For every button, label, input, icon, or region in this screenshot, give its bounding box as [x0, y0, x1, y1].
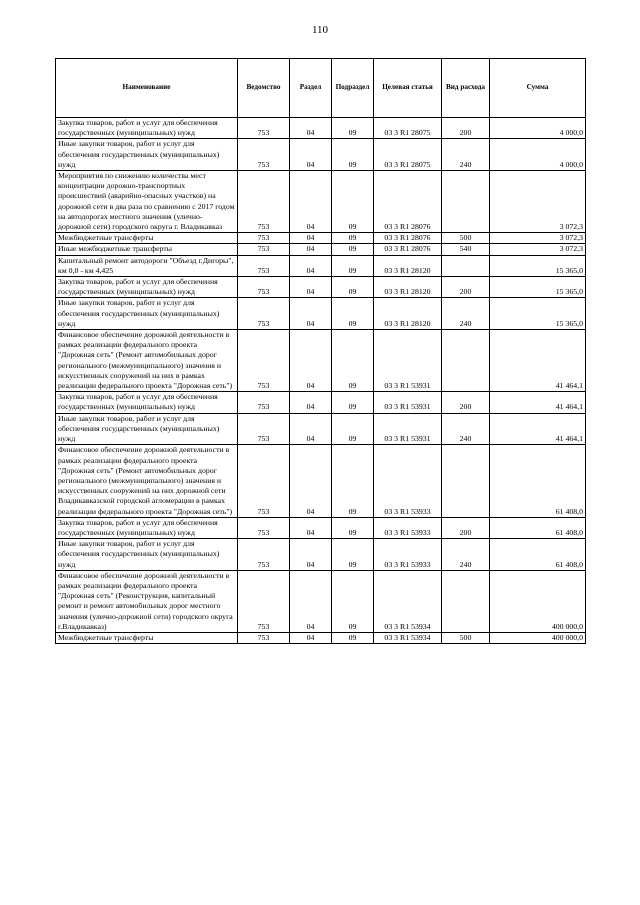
row-name: Закупка товаров, работ и услуг для обеспечения государственных (муниципальных) нужд — [56, 277, 238, 298]
header-section: Раздел — [290, 59, 332, 118]
row-department: 753 — [238, 233, 290, 244]
row-expense-type: 500 — [442, 632, 490, 643]
row-expense-type: 200 — [442, 392, 490, 413]
row-target: 03 3 R1 53934 — [374, 632, 442, 643]
row-target: 03 3 R1 28076 — [374, 171, 442, 233]
row-expense-type: 240 — [442, 139, 490, 171]
row-name: Закупка товаров, работ и услуг для обеспечения государственных (муниципальных) нужд — [56, 392, 238, 413]
row-department: 753 — [238, 118, 290, 139]
row-name: Закупка товаров, работ и услуг для обеспечения государственных (муниципальных) нужд — [56, 517, 238, 538]
row-subsection: 09 — [332, 255, 374, 276]
row-expense-type — [442, 445, 490, 517]
row-department: 753 — [238, 392, 290, 413]
row-department: 753 — [238, 244, 290, 255]
row-sum: 4 000,0 — [490, 139, 586, 171]
row-department: 753 — [238, 298, 290, 330]
row-sum: 400 000,0 — [490, 632, 586, 643]
row-name: Мероприятия по снижению количества мест концентрации дорожно-транспортных происшествий (аварийно-опасных участков) на дорожной сети в два раза по сравнению с 2017 годом на автодорогах местного значения (улично-дорожной сети) городского округа г. Владикавказ — [56, 171, 238, 233]
row-target: 03 3 R1 28076 — [374, 233, 442, 244]
row-target: 03 3 R1 28120 — [374, 298, 442, 330]
row-subsection: 09 — [332, 632, 374, 643]
row-department: 753 — [238, 139, 290, 171]
row-target: 03 3 R1 28075 — [374, 139, 442, 171]
row-target: 03 3 R1 53931 — [374, 330, 442, 392]
row-target: 03 3 R1 53933 — [374, 445, 442, 517]
row-sum: 15 365,0 — [490, 277, 586, 298]
row-name: Иные закупки товаров, работ и услуг для обеспечения государственных (муниципальных) нужд — [56, 139, 238, 171]
table-row — [56, 570, 586, 632]
row-target: 03 3 R1 53931 — [374, 392, 442, 413]
row-department: 753 — [238, 570, 290, 632]
table-row — [56, 632, 586, 643]
row-department: 753 — [238, 330, 290, 392]
row-name: Иные межбюджетные трансферты — [56, 244, 238, 255]
table-row — [56, 298, 586, 330]
row-name: Финансовое обеспечение дорожной деятельности в рамках реализации федерального проекта "Дорожная сеть" (Ремонт автомобильных дорог регионального (межмуниципального) значения и искусственных сооружений на них дорожной сети Владикавказской городской агломерации в рамках реализации федерального проекта "Дорожная сеть") — [56, 445, 238, 517]
row-section: 04 — [290, 330, 332, 392]
table-row — [56, 255, 586, 276]
row-section: 04 — [290, 413, 332, 445]
row-target: 03 3 R1 53934 — [374, 570, 442, 632]
row-department: 753 — [238, 171, 290, 233]
table-header-row — [56, 59, 586, 118]
row-section: 04 — [290, 392, 332, 413]
table-row — [56, 330, 586, 392]
row-name: Межбюджетные трансферты — [56, 632, 238, 643]
row-section: 04 — [290, 570, 332, 632]
row-subsection: 09 — [332, 233, 374, 244]
row-sum: 41 464,1 — [490, 392, 586, 413]
row-expense-type: 200 — [442, 517, 490, 538]
row-subsection: 09 — [332, 570, 374, 632]
row-section: 04 — [290, 244, 332, 255]
row-section: 04 — [290, 298, 332, 330]
row-section: 04 — [290, 632, 332, 643]
row-expense-type: 200 — [442, 118, 490, 139]
row-name: Межбюджетные трансферты — [56, 233, 238, 244]
table-row — [56, 445, 586, 517]
row-subsection: 09 — [332, 539, 374, 571]
row-subsection: 09 — [332, 139, 374, 171]
header-department: Ведомство — [238, 59, 290, 118]
table-row — [56, 539, 586, 571]
row-section: 04 — [290, 539, 332, 571]
row-department: 753 — [238, 277, 290, 298]
table-row — [56, 517, 586, 538]
row-target: 03 3 R1 28120 — [374, 255, 442, 276]
row-target: 03 3 R1 53931 — [374, 413, 442, 445]
page-number: 110 — [311, 24, 329, 36]
row-expense-type: 500 — [442, 233, 490, 244]
row-sum: 15 365,0 — [490, 255, 586, 276]
row-sum: 61 408,0 — [490, 445, 586, 517]
row-expense-type — [442, 330, 490, 392]
row-expense-type: 240 — [442, 539, 490, 571]
row-name: Капитальный ремонт автодороги "Объезд г.Дигоры", км 0,0 - км 4,425 — [56, 255, 238, 276]
row-expense-type: 540 — [442, 244, 490, 255]
row-name: Иные закупки товаров, работ и услуг для обеспечения государственных (муниципальных) нужд — [56, 539, 238, 571]
row-sum: 4 000,0 — [490, 118, 586, 139]
budget-table — [55, 58, 586, 644]
row-subsection: 09 — [332, 118, 374, 139]
row-section: 04 — [290, 233, 332, 244]
table-row — [56, 118, 586, 139]
row-subsection: 09 — [332, 171, 374, 233]
table-row — [56, 171, 586, 233]
row-section: 04 — [290, 445, 332, 517]
row-name: Иные закупки товаров, работ и услуг для обеспечения государственных (муниципальных) нужд — [56, 298, 238, 330]
row-subsection: 09 — [332, 517, 374, 538]
row-target: 03 3 R1 53933 — [374, 539, 442, 571]
row-sum: 3 072,3 — [490, 171, 586, 233]
row-expense-type: 240 — [442, 298, 490, 330]
row-expense-type — [442, 570, 490, 632]
row-section: 04 — [290, 139, 332, 171]
row-subsection: 09 — [332, 392, 374, 413]
table-row — [56, 233, 586, 244]
row-name: Финансовое обеспечение дорожной деятельности в рамках реализации федерального проекта "Дорожная сеть" (Реконструкция, капитальный ремонт и ремонт автомобильных дорог местного значения (улично-дорожной сети) городского округа г.Владикавказ) — [56, 570, 238, 632]
row-sum: 61 408,0 — [490, 517, 586, 538]
header-target: Целевая статья — [374, 59, 442, 118]
row-name: Финансовое обеспечение дорожной деятельности в рамках реализации федерального проекта "Дорожная сеть" (Ремонт автомобильных дорог регионального (межмуниципального) значения и искусственных сооружений на них в рамках реализации федерального проекта "Дорожная сеть") — [56, 330, 238, 392]
row-subsection: 09 — [332, 413, 374, 445]
header-name: Наименование — [56, 59, 238, 118]
row-sum: 41 464,1 — [490, 413, 586, 445]
row-subsection: 09 — [332, 445, 374, 517]
header-subsection: Подраздел — [332, 59, 374, 118]
row-department: 753 — [238, 445, 290, 517]
table-row — [56, 244, 586, 255]
row-department: 753 — [238, 517, 290, 538]
row-sum: 41 464,1 — [490, 330, 586, 392]
row-sum: 3 072,3 — [490, 244, 586, 255]
row-sum: 61 408,0 — [490, 539, 586, 571]
row-section: 04 — [290, 277, 332, 298]
row-expense-type: 200 — [442, 277, 490, 298]
row-target: 03 3 R1 28075 — [374, 118, 442, 139]
row-section: 04 — [290, 171, 332, 233]
row-sum: 400 000,0 — [490, 570, 586, 632]
row-section: 04 — [290, 118, 332, 139]
row-department: 753 — [238, 632, 290, 643]
header-expense-type: Вид расхода — [442, 59, 490, 118]
row-subsection: 09 — [332, 330, 374, 392]
row-expense-type — [442, 171, 490, 233]
row-name: Закупка товаров, работ и услуг для обеспечения государственных (муниципальных) нужд — [56, 118, 238, 139]
row-sum: 15 365,0 — [490, 298, 586, 330]
row-sum: 3 072,3 — [490, 233, 586, 244]
table-row — [56, 139, 586, 171]
row-target: 03 3 R1 53933 — [374, 517, 442, 538]
row-department: 753 — [238, 413, 290, 445]
row-expense-type: 240 — [442, 413, 490, 445]
row-subsection: 09 — [332, 244, 374, 255]
row-department: 753 — [238, 539, 290, 571]
row-section: 04 — [290, 255, 332, 276]
table-row — [56, 413, 586, 445]
row-expense-type — [442, 255, 490, 276]
row-department: 753 — [238, 255, 290, 276]
row-target: 03 3 R1 28120 — [374, 277, 442, 298]
table-row — [56, 277, 586, 298]
row-subsection: 09 — [332, 298, 374, 330]
row-section: 04 — [290, 517, 332, 538]
row-target: 03 3 R1 28076 — [374, 244, 442, 255]
table-row — [56, 392, 586, 413]
row-subsection: 09 — [332, 277, 374, 298]
row-name: Иные закупки товаров, работ и услуг для обеспечения государственных (муниципальных) нужд — [56, 413, 238, 445]
header-sum: Сумма — [490, 59, 586, 118]
